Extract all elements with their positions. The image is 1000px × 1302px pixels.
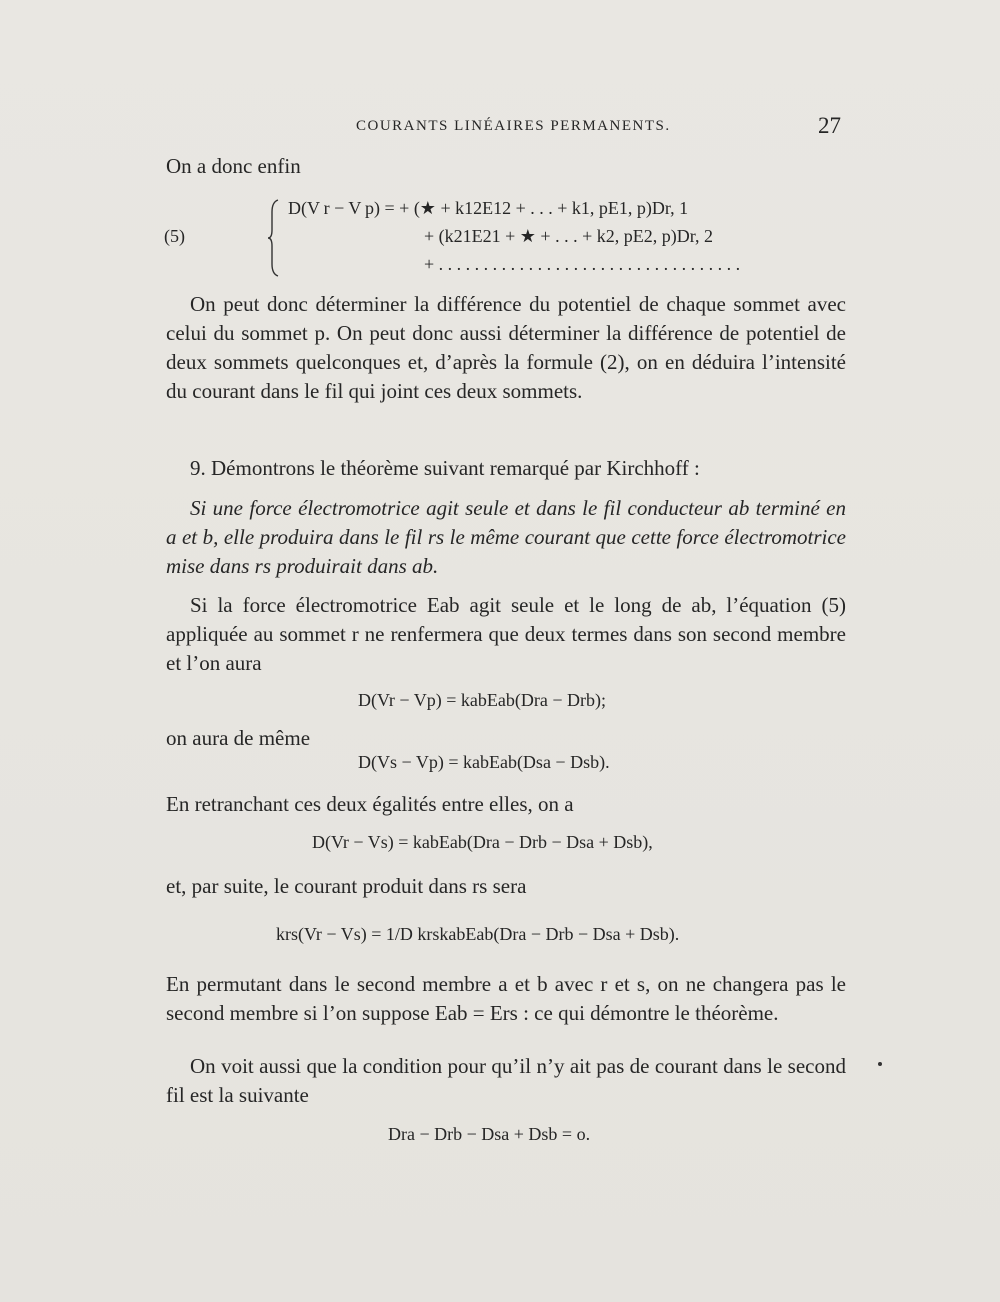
equation-5-line-2: + (k21E21 + ★ + . . . + k2, pE2, p)Dr, 2	[424, 226, 713, 246]
equation-number: (5)	[164, 226, 185, 246]
equation-s: D(Vs − Vp) = kabEab(Dsa − Dsb).	[358, 752, 610, 772]
text-same: on aura de même	[166, 726, 311, 750]
equation-difference: D(Vr − Vs) = kabEab(Dra − Drb − Dsa + Dsb),	[312, 832, 653, 852]
equation-5-line-3: + . . . . . . . . . . . . . . . . . . . . . . . . . . . . . . . . . .	[424, 254, 741, 274]
intro-text: On a donc enfin	[166, 154, 301, 178]
equation-current: krs(Vr − Vs) = 1/D krskabEab(Dra − Drb − Dsa + Dsb).	[276, 924, 680, 944]
paragraph-force: Si la force électromotrice Eab agit seule et le long de ab, l’équation (5) appliquée au sommet r ne renfermera que deux termes dans son second membre et l’on aura	[166, 593, 846, 675]
equation-condition: Dra − Drb − Dsa + Dsb = o.	[388, 1124, 591, 1144]
section-9-heading: 9. Démontrons le théorème suivant remarqué par Kirchhoff :	[190, 456, 700, 480]
curly-brace-icon	[268, 198, 280, 278]
paragraph-permutation: En permutant dans le second membre a et b avec r et s, on ne changera pas le second membre si l’on suppose Eab = Ers : ce qui démontre le théorème.	[166, 972, 846, 1025]
equation-r: D(Vr − Vp) = kabEab(Dra − Drb);	[358, 690, 606, 710]
paragraph-condition: On voit aussi que la condition pour qu’il n’y ait pas de courant dans le second fil est la suivante	[166, 1054, 846, 1107]
page-number: 27	[818, 113, 841, 138]
theorem-statement: Si une force électromotrice agit seule et dans le fil conducteur ab terminé en a et b, elle produira dans le fil rs le même courant que cette force électromotrice mise dans rs produirait dans ab.	[166, 496, 846, 578]
equation-5-line-1: D(V r − V p) = + (★ + k12E12 + . . . + k1, pE1, p)Dr, 1	[288, 198, 689, 218]
running-head: COURANTS LINÉAIRES PERMANENTS.	[356, 118, 671, 134]
text-subtract: En retranchant ces deux égalités entre elles, on a	[166, 792, 574, 816]
ink-dot	[878, 1062, 882, 1066]
paragraph-potential: On peut donc déterminer la différence du potentiel de chaque sommet avec celui du sommet p. On peut donc aussi déterminer la différence de potentiel de deux sommets quelconques et, d’après la formule (2), on en déduira l’intensité du courant dans le fil qui joint ces deux sommets.	[166, 292, 846, 403]
text-current: et, par suite, le courant produit dans rs sera	[166, 874, 527, 898]
